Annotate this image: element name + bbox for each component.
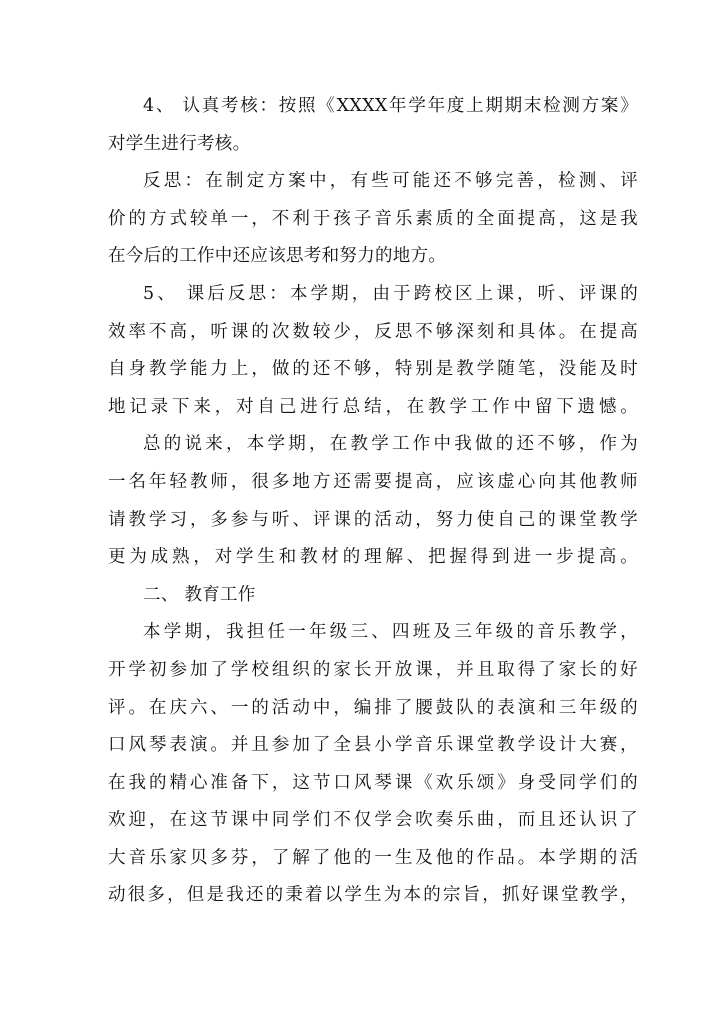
text-line: 5、 课后反思：本学期，由于跨校区上课，听、评课的 — [143, 283, 638, 304]
text-line: 评。在庆六、一的活动中，编排了腰鼓队的表演和三年级的 — [108, 697, 638, 718]
text-line: 价的方式较单一，不利于孩子音乐素质的全面提高，这是我 — [108, 208, 638, 229]
text-line: 总的说来，本学期，在教学工作中我做的还不够，作为 — [143, 434, 638, 455]
text-line: 4、 认真考核：按照《XXXX年学年度上期期末检测方案》 — [143, 96, 638, 116]
text-line: 二、 教育工作 — [143, 584, 256, 605]
text-line: 反思：在制定方案中，有些可能还不够完善，检测、评 — [143, 171, 638, 192]
text-line: 对学生进行考核。 — [108, 133, 251, 154]
text-line: 口风琴表演。并且参加了全县小学音乐课堂教学设计大赛， — [108, 735, 638, 756]
document-body — [108, 88, 638, 915]
text-line: 更为成熟，对学生和教材的理解、把握得到进一步提高。 — [108, 547, 638, 568]
text-line: 开学初参加了学校组织的家长开放课，并且取得了家长的好 — [108, 659, 638, 680]
text-line: 自身教学能力上，做的还不够，特别是教学随笔，没能及时 — [108, 359, 638, 380]
text-line: 欢迎，在这节课中同学们不仅学会吹奏乐曲，而且还认识了 — [108, 810, 638, 831]
text-line: 在今后的工作中还应该思考和努力的地方。 — [108, 246, 447, 267]
text-line: 本学期，我担任一年级三、四班及三年级的音乐教学， — [143, 622, 638, 643]
text-line: 一名年轻教师，很多地方还需要提高，应该虚心向其他教师 — [108, 471, 638, 492]
text-line: 地记录下来，对自己进行总结，在教学工作中留下遗憾。 — [108, 396, 638, 417]
text-line: 动很多，但是我还的秉着以学生为本的宗旨，抓好课堂教学， — [108, 885, 638, 906]
text-line: 在我的精心准备下，这节口风琴课《欢乐颂》身受同学们的 — [108, 772, 638, 793]
text-line: 效率不高，听课的次数较少，反思不够深刻和具体。在提高 — [108, 321, 638, 342]
text-line: 大音乐家贝多芬，了解了他的一生及他的作品。本学期的活 — [108, 847, 638, 868]
text-line: 请教学习，多参与听、评课的活动，努力使自己的课堂教学 — [108, 509, 638, 530]
